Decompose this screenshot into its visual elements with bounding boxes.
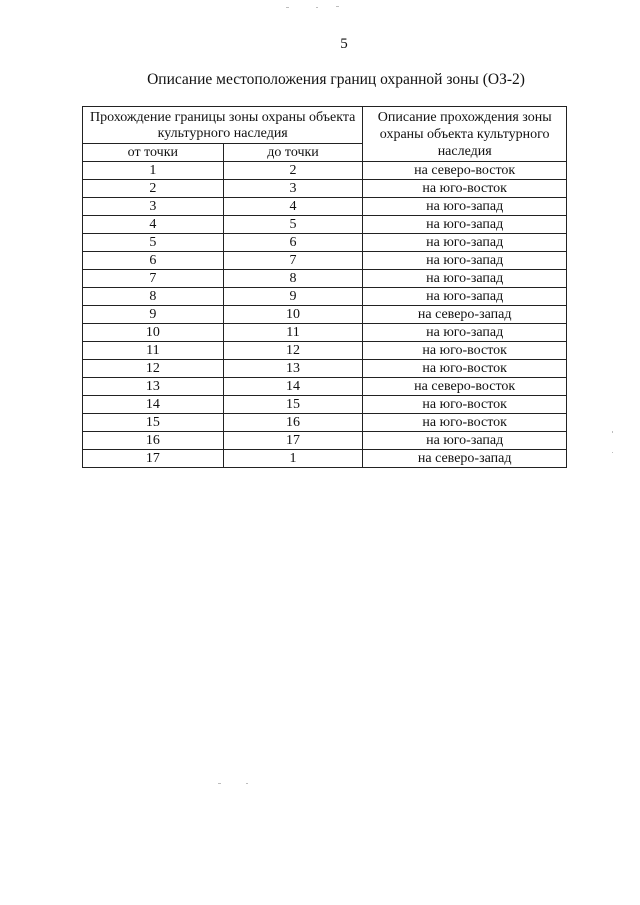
- header-from-point: от точки: [83, 144, 224, 162]
- scan-mark: [246, 783, 248, 784]
- cell-from-point: 1: [83, 162, 224, 180]
- scan-mark: [612, 452, 613, 453]
- cell-to-point: 7: [223, 252, 363, 270]
- cell-from-point: 8: [83, 288, 224, 306]
- cell-direction: на юго-запад: [363, 324, 567, 342]
- cell-to-point: 8: [223, 270, 363, 288]
- cell-to-point: 1: [223, 450, 363, 468]
- cell-to-point: 15: [223, 396, 363, 414]
- cell-from-point: 4: [83, 216, 224, 234]
- table-row: [83, 270, 567, 288]
- cell-direction: на юго-восток: [363, 180, 567, 198]
- table-row: [83, 324, 567, 342]
- cell-direction: на юго-восток: [363, 396, 567, 414]
- cell-from-point: 5: [83, 234, 224, 252]
- cell-direction: на юго-запад: [363, 216, 567, 234]
- cell-direction: на юго-запад: [363, 270, 567, 288]
- cell-to-point: 13: [223, 360, 363, 378]
- table-body: [83, 162, 567, 468]
- cell-from-point: 15: [83, 414, 224, 432]
- table-header: [83, 107, 567, 162]
- cell-direction: на юго-запад: [363, 432, 567, 450]
- cell-direction: на юго-запад: [363, 288, 567, 306]
- cell-from-point: 14: [83, 396, 224, 414]
- cell-from-point: 9: [83, 306, 224, 324]
- cell-to-point: 3: [223, 180, 363, 198]
- table-row: [83, 252, 567, 270]
- table-row: [83, 288, 567, 306]
- table-row: [83, 162, 567, 180]
- cell-to-point: 4: [223, 198, 363, 216]
- document-title: Описание местоположения границ охранной зоны (ОЗ-2): [147, 71, 525, 88]
- cell-direction: на юго-восток: [363, 414, 567, 432]
- cell-direction: на северо-запад: [363, 450, 567, 468]
- page-number: 5: [340, 36, 348, 52]
- cell-direction: на северо-восток: [363, 378, 567, 396]
- header-to-point: до точки: [223, 144, 363, 162]
- cell-direction: на северо-запад: [363, 306, 567, 324]
- cell-from-point: 17: [83, 450, 224, 468]
- cell-direction: на юго-запад: [363, 252, 567, 270]
- table-row: [83, 306, 567, 324]
- cell-from-point: 12: [83, 360, 224, 378]
- cell-from-point: 6: [83, 252, 224, 270]
- cell-to-point: 6: [223, 234, 363, 252]
- table-row: [83, 396, 567, 414]
- scan-mark: [316, 7, 318, 8]
- table-row: [83, 432, 567, 450]
- cell-to-point: 2: [223, 162, 363, 180]
- table-row: [83, 180, 567, 198]
- cell-to-point: 5: [223, 216, 363, 234]
- table-row: [83, 378, 567, 396]
- scan-mark: [218, 783, 221, 784]
- cell-direction: на юго-запад: [363, 234, 567, 252]
- cell-to-point: 9: [223, 288, 363, 306]
- cell-from-point: 10: [83, 324, 224, 342]
- cell-direction: на юго-запад: [363, 198, 567, 216]
- cell-from-point: 11: [83, 342, 224, 360]
- cell-to-point: 12: [223, 342, 363, 360]
- table-row: [83, 450, 567, 468]
- boundary-table: [82, 106, 567, 468]
- table-row: [83, 198, 567, 216]
- header-description: Описание прохождения зоны охраны объекта культурного наследия: [363, 107, 567, 162]
- scan-mark: [336, 6, 339, 7]
- cell-from-point: 2: [83, 180, 224, 198]
- cell-direction: на юго-восток: [363, 360, 567, 378]
- cell-direction: на юго-восток: [363, 342, 567, 360]
- table-row: [83, 414, 567, 432]
- cell-to-point: 14: [223, 378, 363, 396]
- table-row: [83, 360, 567, 378]
- cell-to-point: 10: [223, 306, 363, 324]
- cell-to-point: 16: [223, 414, 363, 432]
- cell-to-point: 17: [223, 432, 363, 450]
- table-row: [83, 234, 567, 252]
- cell-from-point: 13: [83, 378, 224, 396]
- header-boundary-passage: Прохождение границы зоны охраны объекта культурного наследия: [83, 107, 363, 144]
- scan-mark: [612, 431, 613, 433]
- cell-from-point: 3: [83, 198, 224, 216]
- cell-from-point: 7: [83, 270, 224, 288]
- table-row: [83, 216, 567, 234]
- cell-direction: на северо-восток: [363, 162, 567, 180]
- cell-from-point: 16: [83, 432, 224, 450]
- table-row: [83, 342, 567, 360]
- cell-to-point: 11: [223, 324, 363, 342]
- scan-mark: [286, 7, 289, 8]
